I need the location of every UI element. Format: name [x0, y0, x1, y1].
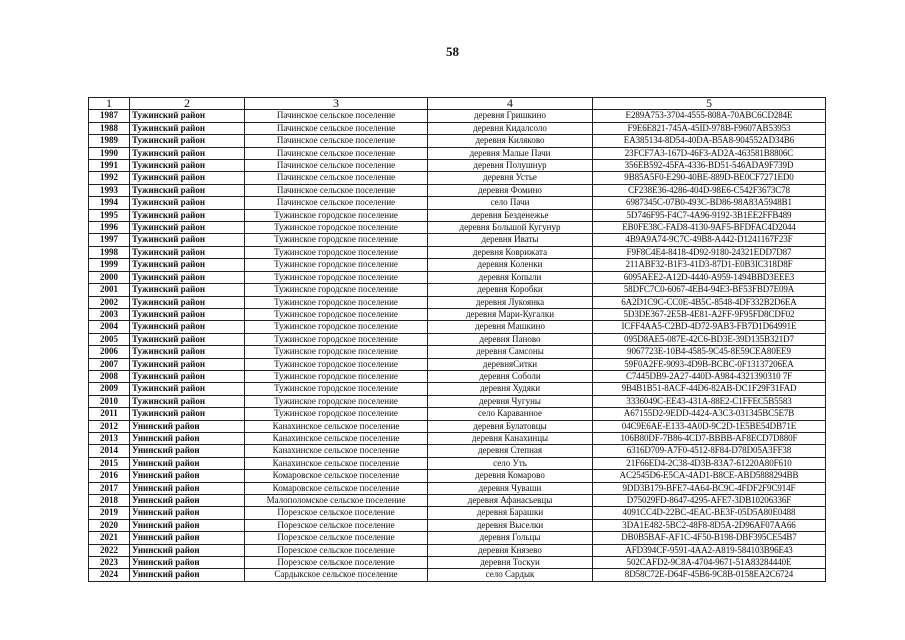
row-number: 2007 — [89, 358, 130, 370]
table-row — [89, 557, 826, 569]
guid-code: 9DD3B179-BFE7-4A64-BC9C-4FDF2F9C914F — [593, 482, 826, 494]
row-number: 1997 — [89, 234, 130, 246]
settlement-name: Малополомское сельское поселение — [245, 495, 428, 507]
table-row — [89, 333, 826, 345]
table-row — [89, 222, 826, 234]
column-header-settlement: 3 — [245, 98, 428, 110]
locality-name: деревня Малые Пачи — [428, 147, 593, 159]
settlement-name: Тужинское городское поселение — [245, 271, 428, 283]
locality-name: деревня Коробки — [428, 284, 593, 296]
district-name: Тужинский район — [130, 234, 245, 246]
locality-name: деревня Худяки — [428, 383, 593, 395]
table-row — [89, 445, 826, 457]
row-number: 1996 — [89, 222, 130, 234]
settlement-name: Тужинское городское поселение — [245, 296, 428, 308]
district-name: Тужинский район — [130, 184, 245, 196]
table-row — [89, 172, 826, 184]
row-number: 1995 — [89, 209, 130, 221]
row-number: 1987 — [89, 110, 130, 122]
locality-name: деревняСитки — [428, 358, 593, 370]
guid-code: 9B85A5F0-E290-40BE-889D-BE0CF7271ED0 — [593, 172, 826, 184]
row-number: 2002 — [89, 296, 130, 308]
settlement-name: Тужинское городское поселение — [245, 234, 428, 246]
row-number: 2004 — [89, 321, 130, 333]
locality-name: деревня Гольцы — [428, 532, 593, 544]
guid-code: 8D58C72E-D64F-45B6-9C8B-0158EA2C6724 — [593, 569, 826, 581]
guid-code: 6987345C-07B0-493C-BD86-98A83A5948B1 — [593, 197, 826, 209]
district-name: Тужинский район — [130, 346, 245, 358]
district-name: Тужинский район — [130, 333, 245, 345]
guid-code: 356EB592-45FA-4336-BD51-546ADA9F739D — [593, 160, 826, 172]
guid-code: 5D3DE367-2E5B-4E81-A2FF-9F95FD8CDF02 — [593, 308, 826, 320]
district-name: Тужинский район — [130, 135, 245, 147]
locality-name: деревня Мари-Кугалки — [428, 308, 593, 320]
row-number: 2022 — [89, 544, 130, 556]
settlement-name: Пачинское сельское поселение — [245, 147, 428, 159]
locality-name: село Пачи — [428, 197, 593, 209]
guid-code: AFD394CF-9591-4AA2-A819-584103B96E43 — [593, 544, 826, 556]
table-row — [89, 110, 826, 122]
table-row — [89, 234, 826, 246]
settlement-name: Порезское сельское поселение — [245, 532, 428, 544]
locality-name: деревня Соболи — [428, 370, 593, 382]
settlement-name: Канахинское сельское поселение — [245, 432, 428, 444]
table-row — [89, 482, 826, 494]
guid-code: 9067723E-10B4-4585-9C45-8E59CEA80EE9 — [593, 346, 826, 358]
guid-code: 106B80DF-7B86-4CD7-BBBB-AF8ECD7D880F — [593, 432, 826, 444]
page-number: 58 — [446, 44, 459, 59]
guid-code: CF238E36-4286-404D-98E6-C542F3673C78 — [593, 184, 826, 196]
guid-code: C7445DB9-2A27-440D-A984-4321390310 7F — [593, 370, 826, 382]
settlement-name: Тужинское городское поселение — [245, 383, 428, 395]
district-name: Тужинский район — [130, 296, 245, 308]
locality-name: деревня Самсоны — [428, 346, 593, 358]
locality-name: деревня Булатовцы — [428, 420, 593, 432]
district-name: Тужинский район — [130, 284, 245, 296]
row-number: 2012 — [89, 420, 130, 432]
table-row — [89, 420, 826, 432]
table-row — [89, 432, 826, 444]
guid-code: 502CAFD2-9C8A-4704-9671-51A83284440E — [593, 557, 826, 569]
row-number: 1994 — [89, 197, 130, 209]
district-name: Тужинский район — [130, 259, 245, 271]
table-row — [89, 383, 826, 395]
locality-name: деревня Устье — [428, 172, 593, 184]
settlement-name: Пачинское сельское поселение — [245, 197, 428, 209]
district-name: Тужинский район — [130, 308, 245, 320]
row-number: 2023 — [89, 557, 130, 569]
table-row — [89, 358, 826, 370]
row-number: 2020 — [89, 519, 130, 531]
table-header-row — [89, 98, 826, 110]
guid-code: 59F0A2FE-9093-4D9B-BCBC-0F13137206EA — [593, 358, 826, 370]
guid-code: 21F66ED4-2C38-4D3B-83A7-61220A80F610 — [593, 457, 826, 469]
district-name: Унинский район — [130, 557, 245, 569]
guid-code: DB0B5BAF-AF1C-4F50-B198-DBF395CE54B7 — [593, 532, 826, 544]
settlement-name: Тужинское городское поселение — [245, 395, 428, 407]
guid-code: 211ABF32-B1F3-41D3-87D1-E0B3IC318D8F — [593, 259, 826, 271]
settlement-name: Тужинское городское поселение — [245, 308, 428, 320]
guid-code: 6316D709-A7F0-4512-8F84-D78D05A3FF38 — [593, 445, 826, 457]
row-number: 2006 — [89, 346, 130, 358]
district-name: Унинский район — [130, 457, 245, 469]
guid-code: AC2545D6-E5CA-4AD1-B8CE-ABD5888294BB — [593, 470, 826, 482]
table-row — [89, 209, 826, 221]
locality-name: деревня Гришкино — [428, 110, 593, 122]
locality-name: деревня Канахинцы — [428, 432, 593, 444]
table-row — [89, 519, 826, 531]
table-row — [89, 197, 826, 209]
district-name: Тужинский район — [130, 271, 245, 283]
table-row — [89, 408, 826, 420]
settlement-name: Порезское сельское поселение — [245, 507, 428, 519]
locality-name: деревня Лукоянка — [428, 296, 593, 308]
table-body — [89, 110, 826, 581]
table-row — [89, 259, 826, 271]
row-number: 2019 — [89, 507, 130, 519]
locality-name: деревня Чугуны — [428, 395, 593, 407]
settlement-name: Пачинское сельское поселение — [245, 160, 428, 172]
settlement-name: Тужинское городское поселение — [245, 284, 428, 296]
settlement-name: Тужинское городское поселение — [245, 408, 428, 420]
settlement-name: Тужинское городское поселение — [245, 358, 428, 370]
table-row — [89, 246, 826, 258]
table-row — [89, 395, 826, 407]
table-row — [89, 271, 826, 283]
settlement-name: Канахинское сельское поселение — [245, 445, 428, 457]
table-row — [89, 147, 826, 159]
locality-name: деревня Паново — [428, 333, 593, 345]
table-row — [89, 495, 826, 507]
column-header-district: 2 — [130, 98, 245, 110]
row-number: 2016 — [89, 470, 130, 482]
guid-code: 4091CC4D-22BC-4EAC-BE3F-05D5A80E0488 — [593, 507, 826, 519]
row-number: 2000 — [89, 271, 130, 283]
locality-name: деревня Тоскуи — [428, 557, 593, 569]
guid-code: EB0FE38C-FAD8-4130-9AF5-BFDFAC4D2044 — [593, 222, 826, 234]
table-row — [89, 569, 826, 581]
district-name: Унинский район — [130, 532, 245, 544]
guid-code: 23FCF7A3-167D-46F3-AD2A-463581B8806C — [593, 147, 826, 159]
table-row — [89, 296, 826, 308]
settlement-name: Канахинское сельское поселение — [245, 420, 428, 432]
locality-name: деревня Комарово — [428, 470, 593, 482]
table-row — [89, 346, 826, 358]
district-name: Унинский район — [130, 569, 245, 581]
settlement-name: Порезское сельское поселение — [245, 519, 428, 531]
table-row — [89, 370, 826, 382]
column-header-number: 1 — [89, 98, 130, 110]
locality-name: деревня Киляково — [428, 135, 593, 147]
row-number: 2013 — [89, 432, 130, 444]
locality-name: деревня Коленки — [428, 259, 593, 271]
table-row — [89, 160, 826, 172]
row-number: 1989 — [89, 135, 130, 147]
guid-code: E289A753-3704-4555-808A-70ABC6CD284E — [593, 110, 826, 122]
settlement-name: Пачинское сельское поселение — [245, 135, 428, 147]
locality-name: деревня Фомино — [428, 184, 593, 196]
district-name: Унинский район — [130, 432, 245, 444]
district-name: Тужинский район — [130, 160, 245, 172]
locality-name: деревня Барашки — [428, 507, 593, 519]
row-number: 2008 — [89, 370, 130, 382]
settlement-name: Тужинское городское поселение — [245, 259, 428, 271]
table-row — [89, 532, 826, 544]
guid-code: F9F8C4E4-8418-4D92-9180-24321EDD7D87 — [593, 246, 826, 258]
district-name: Тужинский район — [130, 110, 245, 122]
guid-code: 9B4B1B51-8ACF-44D6-82AB-DC1F29F31FAD — [593, 383, 826, 395]
settlement-name: Тужинское городское поселение — [245, 321, 428, 333]
row-number: 2009 — [89, 383, 130, 395]
locality-name: деревня Большой Кугунур — [428, 222, 593, 234]
district-name: Тужинский район — [130, 370, 245, 382]
district-name: Тужинский район — [130, 197, 245, 209]
district-name: Унинский район — [130, 420, 245, 432]
row-number: 2015 — [89, 457, 130, 469]
column-header-locality: 4 — [428, 98, 593, 110]
district-name: Тужинский район — [130, 222, 245, 234]
settlement-name: Пачинское сельское поселение — [245, 110, 428, 122]
guid-code: ICFF4AA5-C2BD-4D72-9AB3-FB7D1D64991E — [593, 321, 826, 333]
district-name: Тужинский район — [130, 147, 245, 159]
settlement-name: Порезское сельское поселение — [245, 557, 428, 569]
table-row — [89, 544, 826, 556]
table-row — [89, 507, 826, 519]
row-number: 1988 — [89, 122, 130, 134]
table-row — [89, 135, 826, 147]
locality-name: деревня Кидалсоло — [428, 122, 593, 134]
settlement-name: Тужинское городское поселение — [245, 209, 428, 221]
locality-name: деревня Степная — [428, 445, 593, 457]
guid-code: 5D746F95-F4C7-4A96-9192-3B1EE2FFB489 — [593, 209, 826, 221]
guid-code: A67155D2-9EDD-4424-A3C3-031345BC5E7B — [593, 408, 826, 420]
district-name: Тужинский район — [130, 395, 245, 407]
guid-code: 3DA1E482-5BC2-48F8-8D5A-2D96AF07AA66 — [593, 519, 826, 531]
table-row — [89, 308, 826, 320]
district-name: Тужинский район — [130, 246, 245, 258]
district-name: Тужинский район — [130, 122, 245, 134]
guid-code: EA385134-8D54-40DA-B5A8-904552AD34B6 — [593, 135, 826, 147]
row-number: 1999 — [89, 259, 130, 271]
table-row — [89, 457, 826, 469]
row-number: 1993 — [89, 184, 130, 196]
guid-code: 04C9E6AE-E133-4A0D-9C2D-1E5BE54DB71E — [593, 420, 826, 432]
row-number: 2024 — [89, 569, 130, 581]
district-name: Тужинский район — [130, 358, 245, 370]
locality-name: деревня Выселки — [428, 519, 593, 531]
district-name: Унинский район — [130, 482, 245, 494]
district-name: Тужинский район — [130, 172, 245, 184]
district-name: Тужинский район — [130, 321, 245, 333]
column-header-guid: 5 — [593, 98, 826, 110]
guid-code: D75029FD-8647-4295-AFE7-3DB10206336F — [593, 495, 826, 507]
settlement-name: Комаровское сельское поселение — [245, 482, 428, 494]
table-row — [89, 184, 826, 196]
guid-code: 4B9A9A74-9C7C-49B8-A442-D1241167F23F — [593, 234, 826, 246]
locality-name: деревня Князево — [428, 544, 593, 556]
district-name: Унинский район — [130, 470, 245, 482]
guid-code: 58DFC7C0-6067-4EB4-94E3-BF53FBD7E09A — [593, 284, 826, 296]
settlement-name: Сардыкское сельское поселение — [245, 569, 428, 581]
settlement-name: Канахинское сельское поселение — [245, 457, 428, 469]
district-name: Тужинский район — [130, 383, 245, 395]
table-row — [89, 284, 826, 296]
guid-code: 095D8AE5-087E-42C6-BD3E-39D135B321D7 — [593, 333, 826, 345]
row-number: 1998 — [89, 246, 130, 258]
district-name: Тужинский район — [130, 408, 245, 420]
row-number: 1990 — [89, 147, 130, 159]
locality-name: село Сардык — [428, 569, 593, 581]
locality-name: деревня Коврижата — [428, 246, 593, 258]
district-name: Унинский район — [130, 507, 245, 519]
settlement-name: Тужинское городское поселение — [245, 346, 428, 358]
row-number: 2018 — [89, 495, 130, 507]
locality-name: село Караванное — [428, 408, 593, 420]
row-number: 1992 — [89, 172, 130, 184]
row-number: 2010 — [89, 395, 130, 407]
settlement-name: Пачинское сельское поселение — [245, 184, 428, 196]
settlement-registry-table — [88, 97, 826, 582]
locality-name: деревня Полушнур — [428, 160, 593, 172]
guid-code: 6A2D1C9C-CC0E-4B5C-8548-4DF332B2D6EA — [593, 296, 826, 308]
district-name: Унинский район — [130, 445, 245, 457]
settlement-name: Тужинское городское поселение — [245, 246, 428, 258]
locality-name: деревня Копыли — [428, 271, 593, 283]
locality-name: деревня Афанасьевцы — [428, 495, 593, 507]
locality-name: деревня Машкино — [428, 321, 593, 333]
district-name: Унинский район — [130, 519, 245, 531]
settlement-name: Пачинское сельское поселение — [245, 122, 428, 134]
settlement-name: Комаровское сельское поселение — [245, 470, 428, 482]
settlement-name: Тужинское городское поселение — [245, 370, 428, 382]
row-number: 2017 — [89, 482, 130, 494]
table-row — [89, 470, 826, 482]
row-number: 2005 — [89, 333, 130, 345]
row-number: 2014 — [89, 445, 130, 457]
settlement-name: Тужинское городское поселение — [245, 222, 428, 234]
row-number: 2021 — [89, 532, 130, 544]
locality-name: село Уть — [428, 457, 593, 469]
district-name: Унинский район — [130, 544, 245, 556]
table-row — [89, 321, 826, 333]
guid-code: F9E6E821-745A-45ID-978B-F9607AB53953 — [593, 122, 826, 134]
row-number: 2001 — [89, 284, 130, 296]
row-number: 2011 — [89, 408, 130, 420]
district-name: Тужинский район — [130, 209, 245, 221]
table-row — [89, 122, 826, 134]
guid-code: 6095AEE2-A12D-4440-A959-1494BBD3EEE3 — [593, 271, 826, 283]
settlement-name: Тужинское городское поселение — [245, 333, 428, 345]
row-number: 1991 — [89, 160, 130, 172]
settlement-name: Пачинское сельское поселение — [245, 172, 428, 184]
locality-name: деревня Безденежье — [428, 209, 593, 221]
row-number: 2003 — [89, 308, 130, 320]
locality-name: деревня Иваты — [428, 234, 593, 246]
locality-name: деревня Чуваши — [428, 482, 593, 494]
settlement-name: Порезское сельское поселение — [245, 544, 428, 556]
district-name: Унинский район — [130, 495, 245, 507]
guid-code: 3336049C-EE43-431A-88E2-C1FFEC5B5583 — [593, 395, 826, 407]
